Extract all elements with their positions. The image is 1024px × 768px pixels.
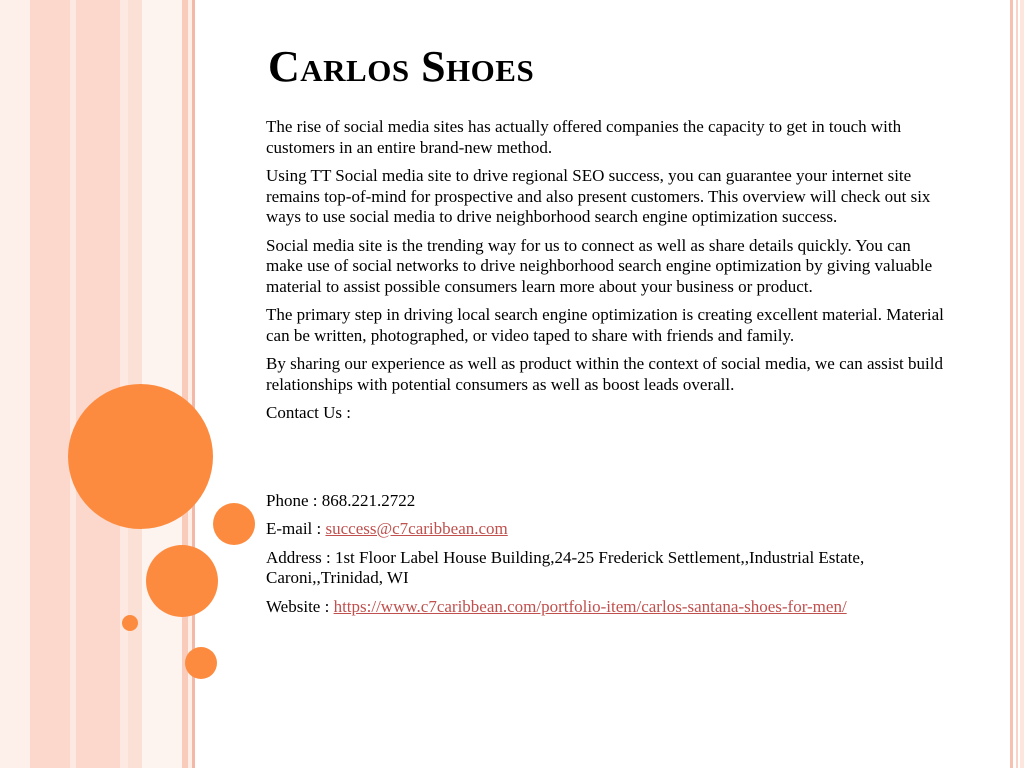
- paragraph-3: Social media site is the trending way for us to connect as well as share details quickly. You can make use of social networks to drive neighborhood search engine optimization by giving valuable material to assist possible consumers learn more about your business or product.: [266, 235, 933, 296]
- phone-value: 868.221.2722: [321, 490, 416, 510]
- phone-label: Phone :: [266, 490, 322, 510]
- right-stripe-3: [1020, 0, 1024, 768]
- right-stripe-1: [1010, 0, 1013, 768]
- large-orange-circle: [68, 384, 213, 529]
- email-link[interactable]: success@c7caribbean.com: [325, 519, 508, 538]
- email-line: [266, 519, 946, 540]
- right-stripe-2: [1016, 0, 1018, 768]
- left-stripe-4: [76, 0, 120, 768]
- paragraph-1: The rise of social media sites has actually offered companies the capacity to get in touch with customers in an entire brand-new method.: [266, 117, 902, 157]
- website-label: Website :: [266, 596, 334, 616]
- address-line: Address : 1st Floor Label House Building,24-25 Frederick Settlement,,Industrial Estate, Caroni,,Trinidad, WI: [266, 547, 865, 587]
- slide-title: Carlos Shoes: [268, 42, 535, 91]
- tiny-orange-circle: [122, 615, 138, 631]
- left-stripe-5: [120, 0, 128, 768]
- contact-heading: Contact Us :: [266, 403, 351, 422]
- contact-spacer: [266, 432, 946, 491]
- website-line: [266, 597, 946, 618]
- medium-orange-circle: [146, 545, 218, 617]
- email-label: E-mail :: [266, 519, 326, 538]
- slide-body: [266, 117, 946, 625]
- phone-line: [266, 491, 946, 512]
- paragraph-5: By sharing our experience as well as product within the context of social media, we can assist build relationships with potential consumers as well as boost leads overall.: [266, 354, 943, 394]
- paragraph-4: The primary step in driving local search engine optimization is creating excellent material. Material can be written, photographed, or video taped to share with friends and family.: [266, 305, 944, 345]
- website-link[interactable]: https://www.c7caribbean.com/portfolio-item/carlos-santana-shoes-for-men/: [333, 596, 847, 616]
- small-orange-circle-2: [185, 647, 217, 679]
- left-stripe-1: [0, 0, 30, 768]
- small-orange-circle-1: [213, 503, 255, 545]
- left-stripe-2: [30, 0, 70, 768]
- paragraph-2: Using TT Social media site to drive regional SEO success, you can guarantee your internet site remains top-of-mind for prospective and also present customers. This overview will check out six ways to use social media to drive neighborhood search engine optimization success.: [266, 166, 931, 226]
